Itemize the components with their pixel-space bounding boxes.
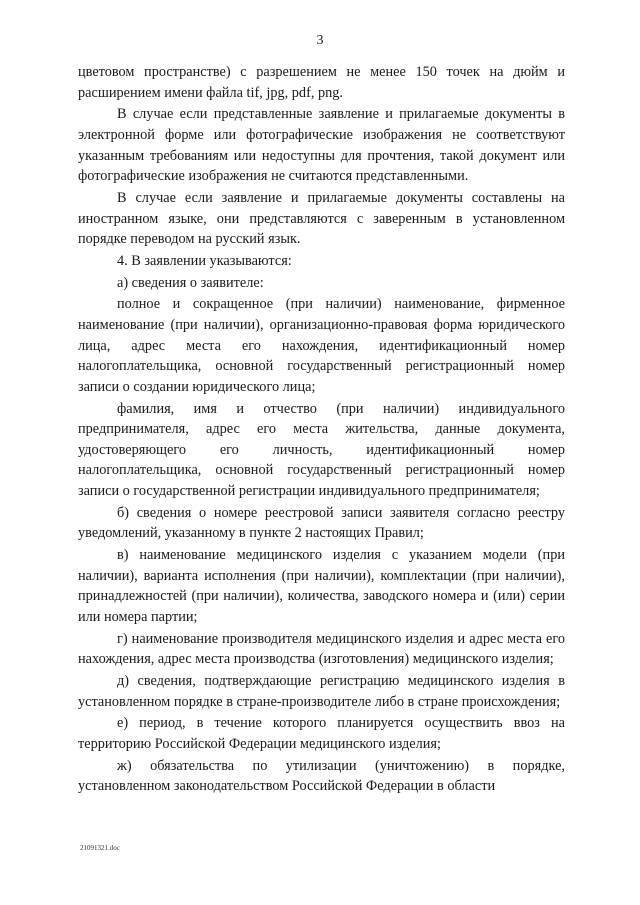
paragraph: г) наименование производителя медицинского изделия и адрес места его нахождения, адрес места производства (изготовления) медицинского изделия;	[78, 630, 565, 668]
page-number: 3	[316, 33, 324, 48]
paragraph: д) сведения, подтверждающие регистрацию медицинского изделия в установленном порядке в стране-производителе либо в стране происхождения;	[78, 673, 565, 710]
paragraph: б) сведения о номере реестровой записи заявителя согласно реестру уведомлений, указанному в пункте 2 настоящих Правил;	[78, 504, 565, 542]
paragraph: а) сведения о заявителе:	[117, 274, 264, 291]
paragraph: ж) обязательства по утилизации (уничтожению) в порядке, установленном законодательством Российской Федерации в области	[78, 757, 565, 795]
paragraph: в) наименование медицинского изделия с указанием модели (при наличии), варианта исполнения (при наличии), комплектации (при наличии), принадлежностей (при наличии), количества, заводского номера и (или) серии или номера партии;	[78, 547, 565, 625]
paragraph: фамилия, имя и отчество (при наличии) индивидуального предпринимателя, адрес его места жительства, данные документа, удостоверяющего его личность, идентификационный номер налогоплательщика, основной государственный регистрационный номер записи о государственной регистрации индивидуального предпринимателя;	[78, 400, 565, 499]
paragraph: В случае если представленные заявление и прилагаемые документы в электронной форме или фотографические изображения не соответствуют указанным требованиям или недоступны для прочтения, такой документ или фотографические изображения не считаются представленными.	[78, 106, 565, 185]
paragraph: полное и сокращенное (при наличии) наименование, фирменное наименование (при наличии), организационно-правовая форма юридического лица, адрес места его нахождения, идентификационный номер налогоплательщика, основной государственный регистрационный номер записи о создании юридического лица;	[78, 296, 565, 395]
paragraph: 4. В заявлении указываются:	[117, 252, 292, 269]
paragraph: е) период, в течение которого планируется осуществить ввоз на территорию Российской Федерации медицинского изделия;	[78, 715, 565, 753]
document-body	[78, 62, 565, 798]
footer-file-code: 21091321.doc	[80, 844, 120, 852]
paragraph: цветовом пространстве) с разрешением не менее 150 точек на дюйм и расширением имени файла tif, jpg, pdf, png.	[78, 64, 565, 101]
paragraph: В случае если заявление и прилагаемые документы составлены на иностранном языке, они представляются с заверенным в установленном порядке переводом на русский язык.	[78, 189, 565, 248]
